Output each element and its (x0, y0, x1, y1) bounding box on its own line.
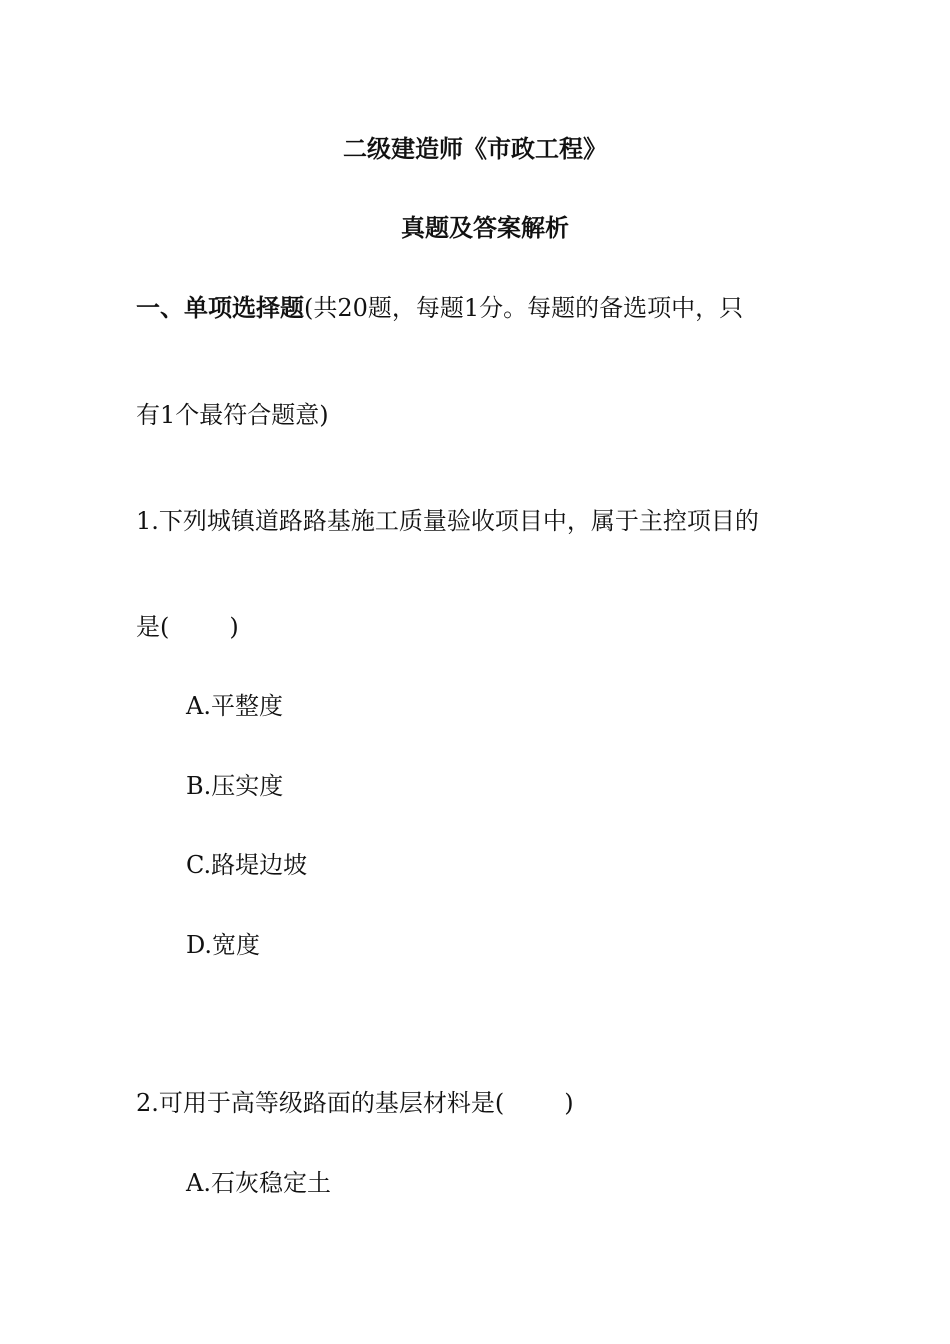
document-title: 二级建造师《市政工程》 (343, 134, 607, 163)
question-1-option-a: A.平整度 (186, 692, 283, 720)
question-2-stem-prefix: 2.可用于高等级路面的基层材料是( (136, 1089, 505, 1117)
section-instructions-part1: (共20题，每题1分。每题的备选项中，只 (304, 294, 744, 322)
document-subtitle: 真题及答案解析 (401, 213, 569, 242)
question-2-stem (136, 1088, 574, 1118)
question-1-stem-prefix: 是( (136, 613, 170, 641)
section-heading: 一、单项选择题 (136, 293, 304, 322)
question-1-stem: 1.下列城镇道路路基施工质量验收项目中，属于主控项目的 (136, 507, 759, 535)
question-1-option-b: B.压实度 (186, 772, 284, 800)
question-1-option-c: C.路堤边坡 (186, 851, 308, 879)
question-2-stem-suffix: ) (564, 1089, 574, 1117)
question-1-stem-cont (136, 612, 239, 642)
section-instructions-part2: 有1个最符合题意) (136, 401, 329, 429)
question-1-option-d: D.宽度 (186, 931, 261, 959)
question-1-stem-suffix: ) (229, 613, 239, 641)
question-2-option-a: A.石灰稳定土 (186, 1169, 331, 1197)
section-heading-line (136, 293, 743, 323)
